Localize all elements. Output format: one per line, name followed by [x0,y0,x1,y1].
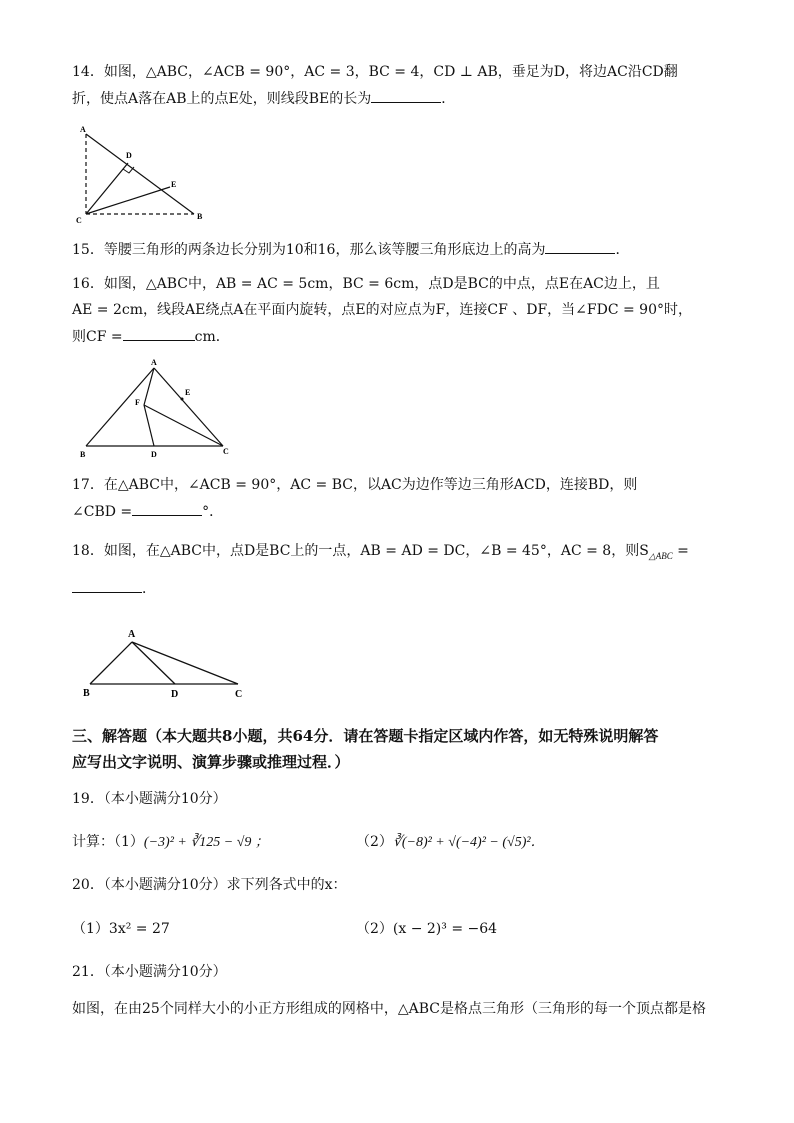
q14-line-2-text: 折，使点A落在AB上的点E处，则线段BE的长为 [72,91,372,107]
q16-label-b: B [80,450,86,459]
section-3-heading-line-1: 三、解答题（本大题共8小题，共64分．请在答题卡指定区域内作答，如无特殊说明解答 [72,727,659,745]
q18-line-2-end: ． [142,581,156,597]
q14-line-2-end: ． [441,91,456,107]
q14-label-c: C [76,216,82,225]
q18-label-b: B [83,688,90,699]
q18-label-a: A [128,629,136,640]
q19-part-1 [72,832,269,853]
q20-header: 20．（本小题满分10分）求下列各式中的x： [72,877,347,893]
q16-side-ab [86,368,154,446]
q18-text: 18．如图，在△ABC中，点D是BC上的一点，AB = AD = DC，∠B = 45°，AC = 8，则S [72,543,649,559]
q17-line-2 [72,501,223,522]
q16-point-e [181,398,184,401]
section-3-heading-line-2: 应写出文字说明、演算步骤或推理过程．） [72,753,350,771]
q17-line-2-end: °． [202,504,224,520]
q20-part-2: （2）(x − 2)³ = −64 [356,921,498,937]
q16-line-3-text: 则CF = [72,329,123,345]
q16-line-2: AE = 2cm，线段AE绕点A在平面内旋转，点E的对应点为F，连接CF 、DF，当∠FDC = 90°时， [72,302,692,318]
q18-segment-ad [132,642,175,684]
q18-equals: = [672,543,689,559]
q14-label-b: B [197,212,203,221]
q18-label-c: C [235,689,243,700]
q19-label: 计算：（1） [72,834,144,850]
q16-label-d: D [151,450,157,459]
q18-line-1 [72,541,689,566]
q16-segment-fd [144,405,154,446]
q19-part-2 [356,832,545,853]
q19-label-2: （2） [356,834,393,850]
q21-header: 21．（本小题满分10分） [72,964,227,980]
q16-label-e: E [185,388,191,397]
q14-label-a: A [80,125,86,134]
q16-label-c: C [223,447,229,456]
q18-label-d: D [171,689,179,700]
q14-label-e: E [171,180,177,189]
q16-segment-fc [144,405,223,446]
q14-line-2 [72,88,455,109]
q17-line-1: 17．在△ABC中，∠ACB = 90°，AC = BC，以AC为边作等边三角形ACD，连接BD，则 [72,477,638,493]
q14-segment-ce [86,187,170,214]
q15-line [72,239,629,260]
q16-line-1: 16．如图，△ABC中，AB = AC = 5cm，BC = 6cm，点D是BC的中点，点E在AC边上，且 [72,276,660,292]
q14-side-ab [86,134,194,214]
q19-expression-1: (−3)² + ∛125 − √9 ； [143,835,269,850]
q20-part-1: （1）3x² = 27 [72,921,170,937]
q16-figure [78,358,238,458]
q14-label-d: D [126,151,132,160]
q18-line-2 [72,578,156,599]
q16-line-3 [72,326,230,347]
q14-segment-cd [86,163,128,214]
q16-label-f: F [135,398,140,407]
q19-header: 19．（本小题满分10分） [72,791,227,807]
q21-text: 如图，在由25个同样大小的小正方形组成的网格中，△ABC是格点三角形（三角形的每一个顶点都是格 [72,1001,706,1017]
q17-line-2-text: ∠CBD = [72,504,133,520]
q14-answer-blank [371,88,441,103]
q18-figure [82,626,252,700]
q16-side-ac [154,368,223,446]
q14-figure [74,124,214,224]
q15-answer-blank [545,239,615,254]
q15-end: ． [615,242,630,258]
q17-answer-blank [132,501,202,516]
q16-label-a: A [151,358,157,367]
q18-side-ac [132,642,238,684]
q16-line-3-unit: cm． [194,329,230,345]
q15-text: 15．等腰三角形的两条边长分别为10和16，那么该等腰三角形底边上的高为 [72,242,546,258]
q18-side-ab [90,642,132,684]
q16-answer-blank [123,326,195,341]
q18-answer-blank [72,578,142,593]
q19-expression-2: ∛(−8)² + √(−4)² − (√5)²． [392,835,545,850]
q14-line-1: 14．如图，△ABC，∠ACB = 90°，AC = 3，BC = 4，CD ⊥ AB，垂足为D，将边AC沿CD翻 [72,64,678,80]
q18-area-subscript: △ABC [648,550,673,561]
